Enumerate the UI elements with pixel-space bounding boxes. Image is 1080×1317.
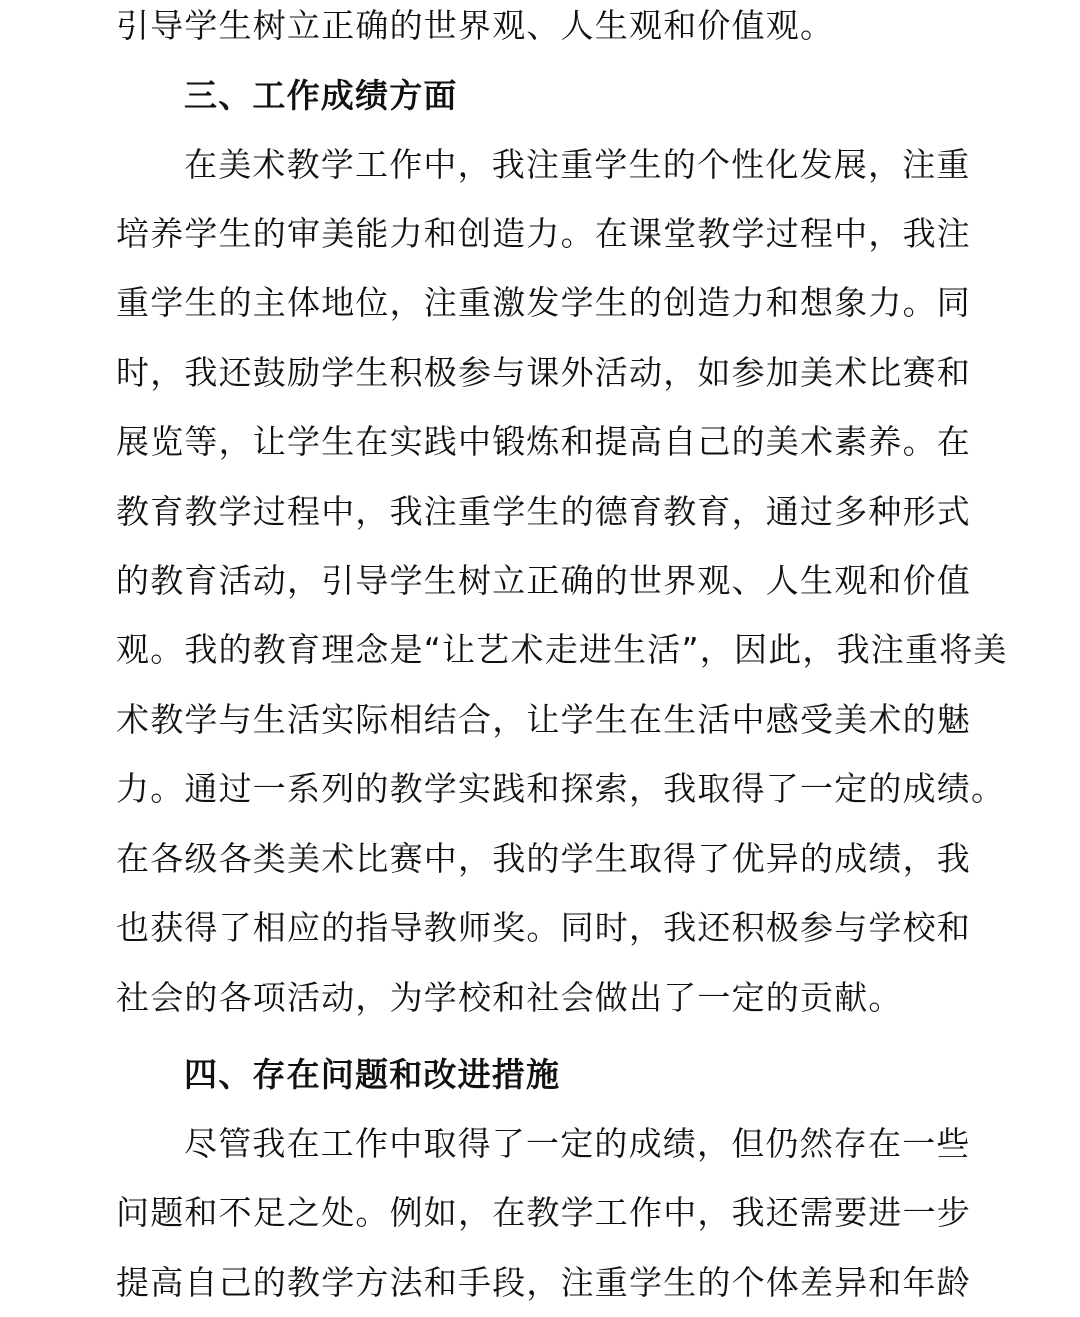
paragraph-line: 提高自己的教学方法和手段，注重学生的个体差异和年龄 bbox=[116, 1263, 971, 1302]
paragraph-line: 时，我还鼓励学生积极参与课外活动，如参加美术比赛和 bbox=[116, 353, 971, 392]
paragraph-line: 的教育活动，引导学生树立正确的世界观、人生观和价值 bbox=[116, 561, 971, 600]
paragraph-line: 展览等，让学生在实践中锻炼和提高自己的美术素养。在 bbox=[116, 422, 971, 461]
paragraph-line: 培养学生的审美能力和创造力。在课堂教学过程中，我注 bbox=[116, 214, 971, 253]
paragraph-line: 重学生的主体地位，注重激发学生的创造力和想象力。同 bbox=[116, 283, 971, 322]
text-line: 引导学生树立正确的世界观、人生观和价值观。 bbox=[116, 6, 835, 45]
paragraph-line: 也获得了相应的指导教师奖。同时，我还积极参与学校和 bbox=[116, 908, 971, 947]
paragraph-line: 问题和不足之处。例如，在教学工作中，我还需要进一步 bbox=[116, 1193, 971, 1232]
paragraph-line: 力。通过一系列的教学实践和探索，我取得了一定的成绩。 bbox=[116, 769, 1006, 808]
paragraph-line: 尽管我在工作中取得了一定的成绩，但仍然存在一些 bbox=[184, 1124, 971, 1163]
paragraph-line: 社会的各项活动，为学校和社会做出了一定的贡献。 bbox=[116, 978, 903, 1017]
paragraph-line: 在各级各类美术比赛中，我的学生取得了优异的成绩，我 bbox=[116, 839, 971, 878]
paragraph-line: 术教学与生活实际相结合，让学生在生活中感受美术的魅 bbox=[116, 700, 971, 739]
section-heading-4: 四、存在问题和改进措施 bbox=[184, 1055, 561, 1094]
section-heading-3: 三、工作成绩方面 bbox=[184, 76, 458, 115]
paragraph-line: 教育教学过程中，我注重学生的德育教育，通过多种形式 bbox=[116, 492, 971, 531]
paragraph-line: 观。我的教育理念是“让艺术走进生活”，因此，我注重将美 bbox=[116, 630, 1008, 669]
paragraph-line: 在美术教学工作中，我注重学生的个性化发展，注重 bbox=[184, 145, 971, 184]
